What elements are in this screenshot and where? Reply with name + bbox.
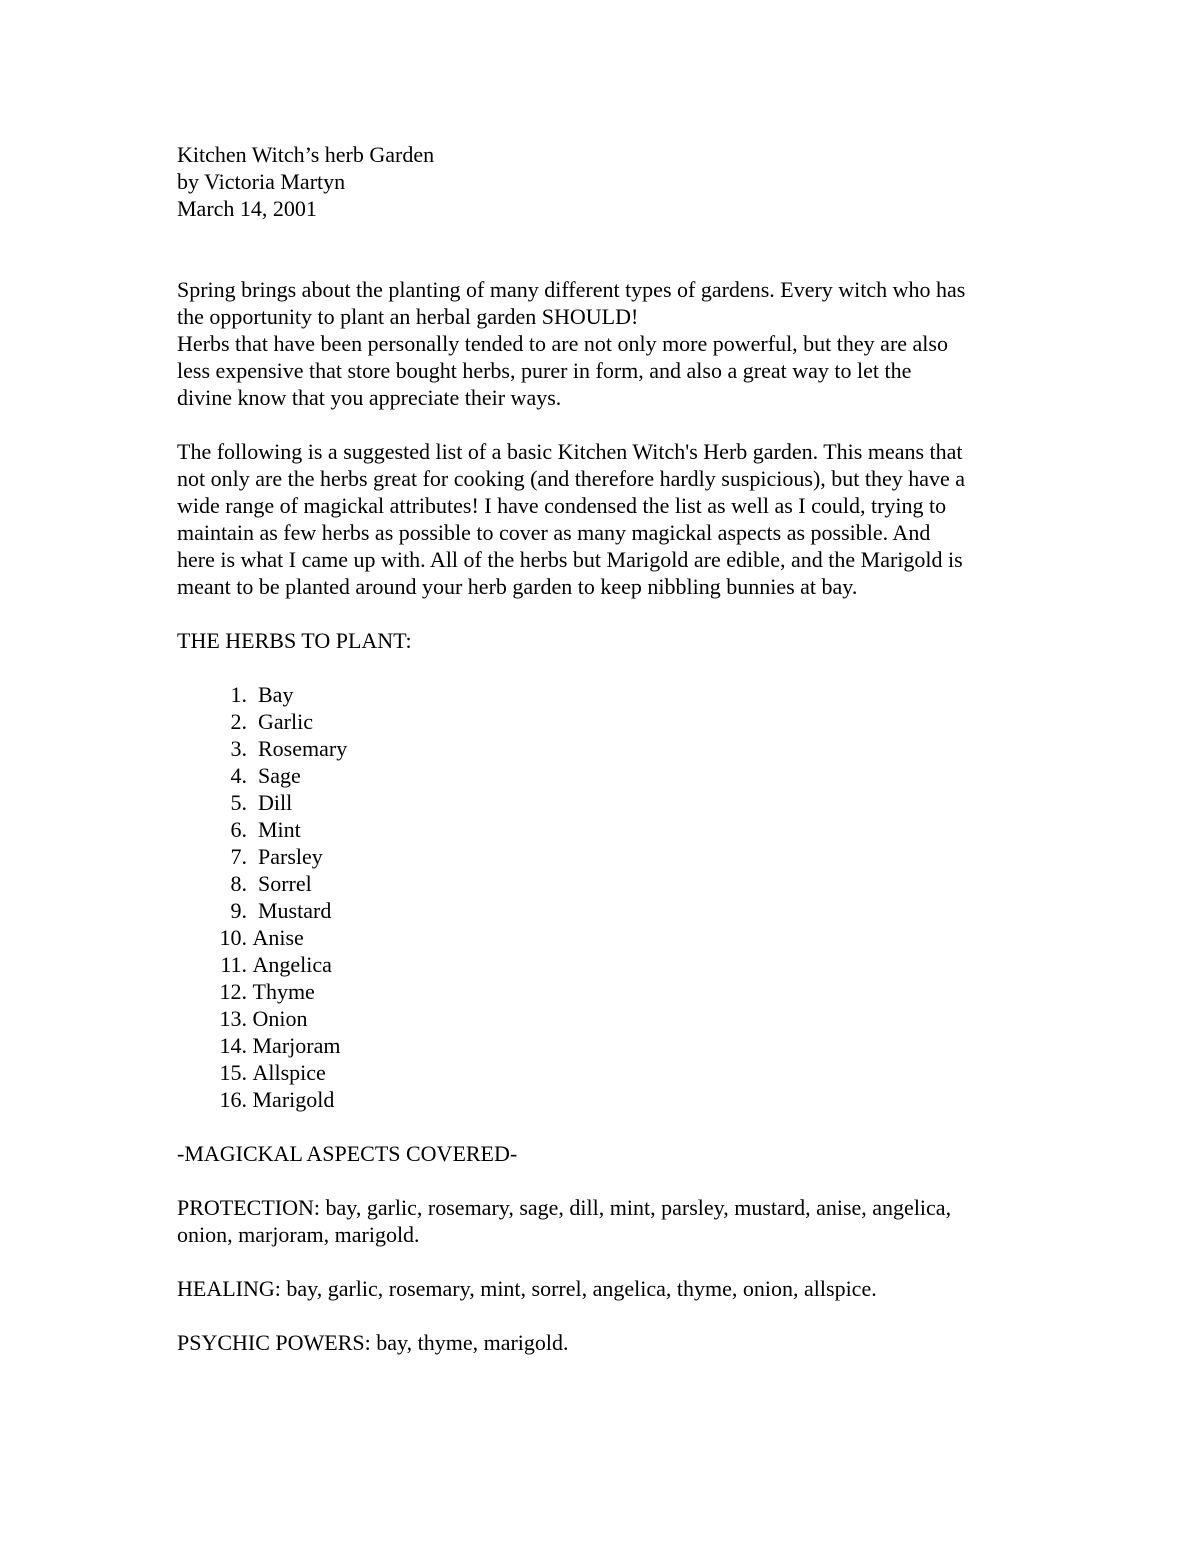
list-item-number: 7. (230, 844, 247, 869)
intro-line: less expensive that store bought herbs, purer in form, and also a great way to let the (177, 358, 912, 383)
protection-paragraph (177, 1194, 1037, 1248)
list-item-number: 15. (219, 1060, 247, 1085)
list-item-number: 11. (220, 952, 247, 977)
herb-name: Mustard (258, 898, 332, 923)
aspects-heading: -MAGICKAL ASPECTS COVERED- (177, 1141, 518, 1166)
intro-line: Spring brings about the planting of many different types of gardens. Every witch who has (177, 277, 966, 302)
list-item-name (247, 816, 301, 843)
list-item-number: 1. (230, 682, 247, 707)
herb-name: Parsley (258, 844, 323, 869)
list-item-name (247, 1059, 326, 1086)
spacer (177, 1302, 1037, 1329)
list-item (177, 951, 1037, 978)
list-item-number: 2. (230, 709, 247, 734)
herb-name: Allspice (252, 1060, 326, 1085)
list-item-name (247, 924, 304, 951)
list-item-number: 5. (230, 790, 247, 815)
herb-name: Onion (252, 1006, 308, 1031)
list-item (177, 1059, 1037, 1086)
list-item-name (247, 870, 312, 897)
herb-name: Marjoram (252, 1033, 341, 1058)
list-item-name (247, 762, 301, 789)
list-item (177, 708, 1037, 735)
list-item-number: 12. (219, 979, 247, 1004)
list-item-name (247, 789, 292, 816)
intro-line: the opportunity to plant an herbal garden SHOULD! (177, 304, 639, 329)
list-intro-line: meant to be planted around your herb garden to keep nibbling bunnies at bay. (177, 574, 858, 599)
list-item-number: 10. (219, 925, 247, 950)
document-page (177, 141, 1037, 1356)
protection-line: PROTECTION: bay, garlic, rosemary, sage, dill, mint, parsley, mustard, anise, angelica, (177, 1195, 952, 1220)
document-title: Kitchen Witch’s herb Garden (177, 142, 435, 167)
list-item (177, 735, 1037, 762)
healing-paragraph: HEALING: bay, garlic, rosemary, mint, sorrel, angelica, thyme, onion, allspice. (177, 1276, 877, 1301)
list-item-name (247, 843, 323, 870)
list-item-number: 14. (219, 1033, 247, 1058)
herb-name: Dill (258, 790, 293, 815)
list-intro-line: not only are the herbs great for cooking (and therefore hardly suspicious), but they have a (177, 466, 966, 491)
document-date: March 14, 2001 (177, 196, 317, 221)
list-item-number: 13. (219, 1006, 247, 1031)
list-item-name (247, 1032, 340, 1059)
list-intro-line: here is what I came up with. All of the herbs but Marigold are edible, and the Marigold is (177, 547, 963, 572)
herb-name: Rosemary (258, 736, 348, 761)
spacer (177, 1248, 1037, 1275)
herb-name: Garlic (258, 709, 313, 734)
herb-name: Thyme (252, 979, 315, 1004)
spacer (177, 1167, 1037, 1194)
list-item (177, 897, 1037, 924)
list-intro-line: wide range of magickal attributes! I have condensed the list as well as I could, trying to (177, 493, 947, 518)
herb-name: Mint (258, 817, 301, 842)
list-item-number: 4. (230, 763, 247, 788)
intro-line: divine know that you appreciate their ways. (177, 385, 562, 410)
herb-name: Bay (258, 682, 294, 707)
herb-name: Angelica (252, 952, 332, 977)
document-author: by Victoria Martyn (177, 169, 346, 194)
intro-paragraph (177, 276, 1037, 411)
list-item (177, 924, 1037, 951)
list-item (177, 816, 1037, 843)
list-item (177, 762, 1037, 789)
list-intro-line: The following is a suggested list of a basic Kitchen Witch's Herb garden. This means that (177, 439, 963, 464)
list-item-number: 8. (230, 871, 247, 896)
list-item (177, 978, 1037, 1005)
list-item-number: 9. (230, 898, 247, 923)
herbs-heading: THE HERBS TO PLANT: (177, 628, 412, 653)
list-item-number: 3. (230, 736, 247, 761)
list-item-name (247, 897, 331, 924)
list-intro-paragraph (177, 438, 1037, 600)
list-item (177, 789, 1037, 816)
list-item-name (247, 1005, 308, 1032)
list-item (177, 843, 1037, 870)
list-item (177, 681, 1037, 708)
psychic-paragraph: PSYCHIC POWERS: bay, thyme, marigold. (177, 1330, 569, 1355)
herb-name: Sage (258, 763, 301, 788)
list-item-name (247, 951, 332, 978)
list-item-name (247, 681, 293, 708)
spacer (177, 222, 1037, 276)
spacer (177, 1113, 1037, 1140)
list-item-name (247, 978, 315, 1005)
list-intro-line: maintain as few herbs as possible to cover as many magickal aspects as possible. And (177, 520, 931, 545)
list-item-name (247, 1086, 334, 1113)
list-item (177, 1005, 1037, 1032)
list-item (177, 870, 1037, 897)
list-item (177, 1086, 1037, 1113)
protection-line: onion, marjoram, marigold. (177, 1222, 420, 1247)
spacer (177, 411, 1037, 438)
herb-list (177, 681, 1037, 1113)
list-item-number: 16. (219, 1087, 247, 1112)
herb-name: Sorrel (258, 871, 312, 896)
list-item-name (247, 735, 347, 762)
list-item (177, 1032, 1037, 1059)
spacer (177, 654, 1037, 681)
list-item-name (247, 708, 313, 735)
herb-name: Anise (252, 925, 304, 950)
intro-line: Herbs that have been personally tended to are not only more powerful, but they are also (177, 331, 948, 356)
document-header (177, 141, 1037, 222)
herb-name: Marigold (252, 1087, 335, 1112)
list-item-number: 6. (230, 817, 247, 842)
spacer (177, 600, 1037, 627)
